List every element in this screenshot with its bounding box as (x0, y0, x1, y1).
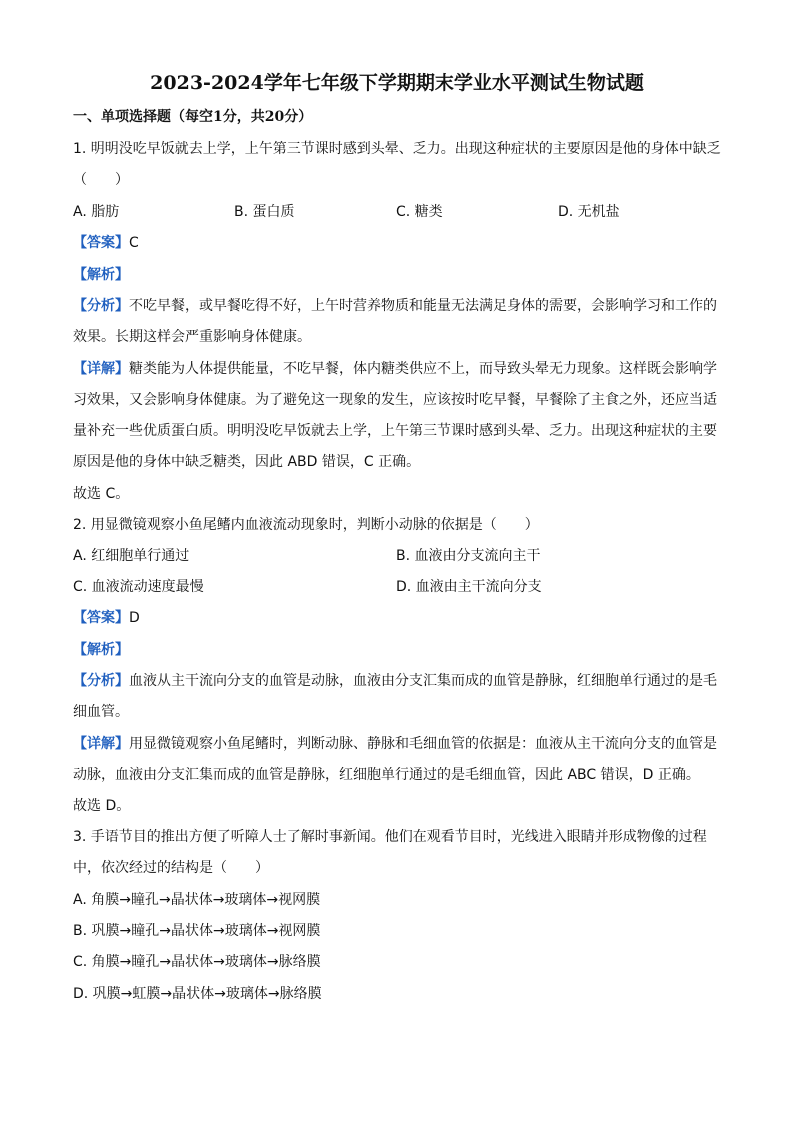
q1-fenxi-line1 (73, 296, 717, 316)
analysis-tag: 【解析】 (73, 267, 129, 283)
q3-stem-line1: 3. 手语节目的推出方便了听障人士了解时事新闻。他们在观看节目时，光线进入眼睛并形成物像的过程 (73, 829, 707, 845)
q3-stem-line2: 中，依次经过的结构是（ ） (73, 860, 269, 876)
q1-xiangjie-text: 糖类能为人体提供能量，不吃早餐，体内糖类供应不上，而导致头晕无力现象。这样既会影响学 (129, 361, 717, 377)
q2-answer-value: D (129, 610, 140, 626)
q1-analysis-heading (73, 265, 129, 285)
q2-option-c: C. 血液流动速度最慢 (73, 579, 204, 595)
q1-answer-value: C (129, 235, 139, 251)
q2-answer (73, 608, 140, 628)
q1-option-c: C. 糖类 (396, 204, 443, 220)
q2-conclusion: 故选 D。 (73, 798, 131, 814)
q2-fenxi-text: 血液从主干流向分支的血管是动脉，血液由分支汇集而成的血管是静脉，红细胞单行通过的是毛 (129, 673, 717, 689)
q2-option-b: B. 血液由分支流向主干 (396, 548, 541, 564)
answer-tag: 【答案】 (73, 235, 129, 251)
q1-xiangjie-line2: 习效果，又会影响身体健康。为了避免这一现象的发生，应该按时吃早餐，早餐除了主食之外，还应当适 (73, 392, 717, 408)
section-heading: 一、单项选择题（每空1分，共20分） (73, 109, 313, 125)
q2-option-d: D. 血液由主干流向分支 (396, 579, 542, 595)
q2-xiangjie-text: 用显微镜观察小鱼尾鳍时，判断动脉、静脉和毛细血管的依据是：血液从主干流向分支的血管是 (129, 736, 717, 752)
q2-option-a: A. 红细胞单行通过 (73, 548, 190, 564)
q2-xiangjie-line2: 动脉，血液由分支汇集而成的血管是静脉，红细胞单行通过的是毛细血管，因此 ABC 错误，D 正确。 (73, 767, 700, 783)
page-title: 2023-2024学年七年级下学期期末学业水平测试生物试题 (150, 72, 644, 94)
q2-fenxi-line1 (73, 671, 717, 691)
q2-stem: 2. 用显微镜观察小鱼尾鳍内血液流动现象时，判断小动脉的依据是（ ） (73, 517, 539, 533)
analysis-tag: 【解析】 (73, 642, 129, 658)
answer-tag: 【答案】 (73, 610, 129, 626)
q1-stem-line1: 1. 明明没吃早饭就去上学，上午第三节课时感到头晕、乏力。出现这种症状的主要原因是他的身体中缺乏 (73, 141, 721, 157)
q1-conclusion: 故选 C。 (73, 486, 130, 502)
q2-xiangjie-line1 (73, 734, 717, 754)
xiangjie-tag: 【详解】 (73, 736, 129, 752)
fenxi-tag: 【分析】 (73, 673, 129, 689)
fenxi-tag: 【分析】 (73, 298, 129, 314)
q2-analysis-heading (73, 640, 129, 660)
q3-option-d: D. 巩膜→虹膜→晶状体→玻璃体→脉络膜 (73, 986, 322, 1002)
q1-answer (73, 233, 139, 253)
q1-option-b: B. 蛋白质 (234, 204, 295, 220)
q1-xiangjie-line3: 量补充一些优质蛋白质。明明没吃早饭就去上学，上午第三节课时感到头晕、乏力。出现这种症状的主要 (73, 423, 717, 439)
q1-stem-line2: （ ） (73, 172, 129, 188)
q1-option-a: A. 脂肪 (73, 204, 120, 220)
q3-option-c: C. 角膜→瞳孔→晶状体→玻璃体→脉络膜 (73, 954, 321, 970)
q1-fenxi-line2: 效果。长期这样会严重影响身体健康。 (73, 329, 311, 345)
q1-fenxi-text: 不吃早餐，或早餐吃得不好，上午时营养物质和能量无法满足身体的需要，会影响学习和工作的 (129, 298, 717, 314)
q1-option-d: D. 无机盐 (558, 204, 620, 220)
xiangjie-tag: 【详解】 (73, 361, 129, 377)
q3-option-a: A. 角膜→瞳孔→晶状体→玻璃体→视网膜 (73, 892, 321, 908)
q2-fenxi-line2: 细血管。 (73, 704, 129, 720)
q1-xiangjie-line4: 原因是他的身体中缺乏糖类，因此 ABD 错误，C 正确。 (73, 454, 421, 470)
q1-xiangjie-line1 (73, 359, 717, 379)
q3-option-b: B. 巩膜→瞳孔→晶状体→玻璃体→视网膜 (73, 923, 321, 939)
